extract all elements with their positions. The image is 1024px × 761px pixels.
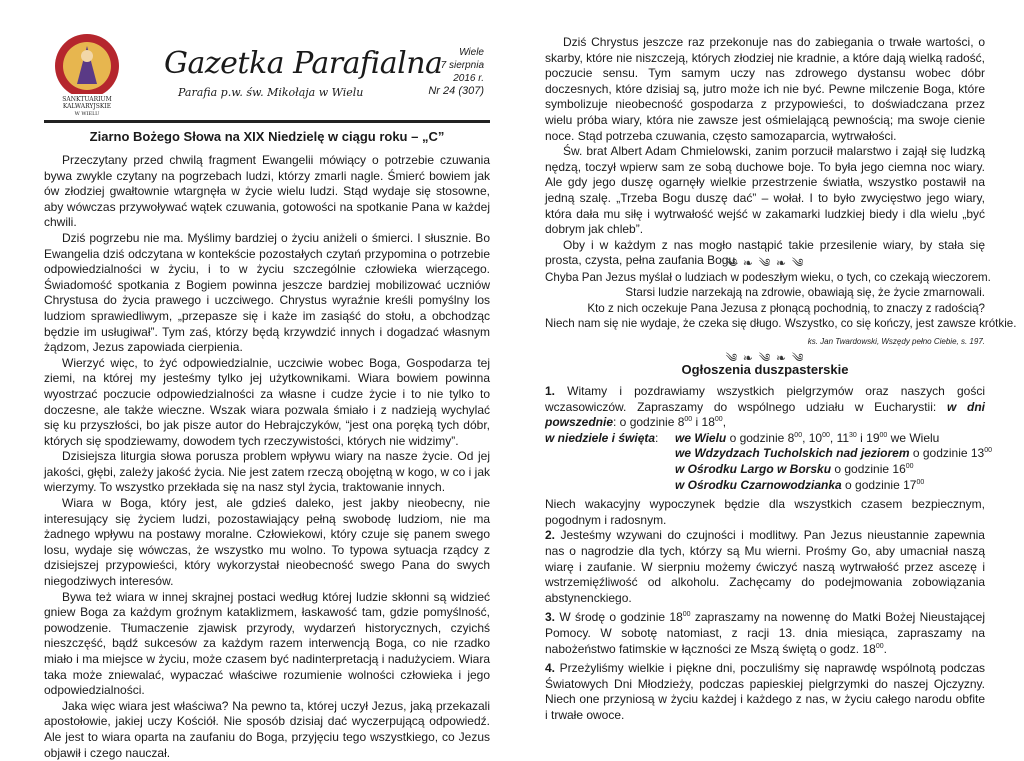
announcement-item-3 [545, 610, 985, 657]
logo-caption-line-3: W WIELU [74, 111, 100, 117]
masthead [44, 32, 490, 118]
poem-line: Chyba Pan Jezus myślał o ludziach w podeszłym wieku, o tych, co czekają wieczorem. [545, 271, 991, 284]
time-sup: 00 [714, 416, 723, 424]
logo-caption-line-1: SANKTUARIUM [62, 96, 112, 103]
parish-subtitle: Parafia p.w. św. Mikołaja w Wielu [178, 86, 364, 99]
article-paragraph: Oby i w każdym z nas mogło nastąpić takie przesilenie wiary, by stała się prosta, czysta, pełna zaufania Bogu. [545, 237, 985, 268]
newsletter-title: Gazetka Parafialna [164, 46, 443, 81]
announcement-item-1 [545, 384, 993, 528]
poem [545, 270, 1017, 331]
article-continuation [545, 35, 985, 269]
punct: : [655, 430, 659, 445]
weekday-label: w dni powszednie [545, 399, 985, 430]
schedule-place: we Wdzydzach Tucholskich nad jeziorem [675, 446, 910, 461]
article-paragraph: Św. brat Albert Adam Chmielowski, zanim porzucił malarstwo i zajął się ludzką nędzą, toczył wpierw sam ze sobą duchowe boje. To była jego ciemna noc wiary. Ale gdy jego duszę ogarnęły wielkie przestrzenie światła, wszystko postawił na jedną szalę. „Trzeba Bogu duszę dać” – wołał. I to było zwycięstwo jego wiary, która dała mu siłę i wytrwałość wejść w zakamarki ludzkiej biedy i dla wielu „być dobrym jak chleb”. [545, 144, 985, 237]
poem-source: ks. Jan Twardowski, Wszędy pełno Ciebie, s. 197. [807, 337, 985, 346]
item-number: 4. [545, 661, 556, 676]
announcements-list [545, 384, 993, 723]
item-number: 2. [545, 528, 556, 543]
ornament-divider: ༄ ❧ ༄ ❧ ༄ [725, 256, 805, 270]
article-paragraph: Jaka więc wiara jest właściwa? Na pewno ta, której uczył Jezus, jaką przekazali apostołowie, jakiej uczy Kościół. Nie sposób dzisiaj dać wyczerpującą odpowiedź. Ale jest to wiara oparta na zaufaniu do Boga, przyjęciu tego wszystkiego, co Jezus objawił i czego nauczał. [44, 698, 490, 760]
announcements-title: Ogłoszenia duszpasterskie [681, 362, 849, 377]
item-text: Jesteśmy wzywani do czujności i modlitwy. Pan Jezus nieustannie zapewnia nas o nagrodzie dla tych, którzy są Mu wierni. Prośmy Go, aby umacniał naszą wiarę i zaufanie. W sierpniu możemy ćwiczyć naszą wytrwałość przez ascezę i wstrzemięźliwość od alkoholu. Zachęcamy do podejmowania zobowiązania abstynenckiego. [545, 528, 985, 605]
article-paragraph: Dziś Chrystus jeszcze raz przekonuje nas do zabiegania o trwałe wartości, o skarby, które nie niszczeją, których złodziej nie kradnie, a które dają wielką radość, poczucie sensu. Tym samym uczy nas zdrowego dystansu wobec dóbr doczesnych, które dzisiaj są, jutro może ich nie być. Pewne milczenie Boga, które symbolizuje nieobecność gospodarza z przypowieści, to doświadczana przez wielu próba wiary, która nie zawsze jest ośmielającą pewnością; ma swoje cienie noce. Stąd potrzeba czuwania, często samozaparcia, wytrwałości. [545, 35, 985, 143]
item-text: Witamy i pozdrawiamy wszystkich pielgrzymów oraz naszych gości wczasowiczów. Zapraszamy do wspólnego udziału w Eucharystii: [545, 384, 985, 414]
issue-date-line-1: 7 sierpnia [440, 60, 484, 71]
schedule-place: w Ośrodku Czarnowodzianka [675, 477, 842, 492]
issue-meta [404, 46, 484, 98]
announcement-item-4 [545, 661, 985, 723]
article-body [44, 153, 490, 761]
poem-line: Niech nam się nie wydaje, że czeka się długo. Wszystko, co się kończy, jest zawsze krótkie. [545, 316, 1017, 330]
time-sup: 00 [682, 611, 691, 619]
item-text: W środę o godzinie 18 [559, 610, 683, 625]
time-sup: 00 [875, 642, 884, 650]
ornament-divider: ༄ ❧ ༄ ❧ ༄ [725, 351, 805, 365]
schedule-place: we Wielu [675, 430, 727, 445]
article-title: Ziarno Bożego Słowa na XIX Niedzielę w ciągu roku – „C” [89, 129, 445, 144]
schedule-place: w Ośrodku Largo w Borsku [675, 461, 832, 476]
schedule-row: w Ośrodku Largo w Borsku o godzinie $16^{00}$ [675, 461, 914, 476]
article-paragraph: Wiara w Boga, który jest, ale gdzieś daleko, jest jakby nieobecny, nie interesujący się życiem ludzi, pozostawiający pełną swobodę ludziom, nie ma żadnego wpływu na postawy moralne. Człowiekowi, który czuje się panem swego losu, wydaje się wówczas, że wszystko mu wolno. To typowa sytuacja rządcy z dzisiejszej przypowieści, który wykorzystał nieobecność swego Pana do swych niegodziwych interesów. [44, 496, 490, 589]
article-paragraph: Wierzyć więc, to żyć odpowiedzialnie, uczciwie wobec Boga, Gospodarza tej ziemi, na której my jesteśmy tylko jej użytkownikami. Wiara bowiem powinna wyostrzać poczucie odpowiedzialności za własne i cudze życie i to nie tylko to doczesne, ale także wieczne. Wszak wiara pozwala śmiało i z nadzieją wychylać się ku przyszłości, bo jak pisze autor do Hebrajczyków, “jest ona poręką tych dóbr, których się spodziewamy, dowodem tych rzeczywistości, których nie widzimy”. [44, 355, 490, 448]
weekday-text: : o godzinie 8 [613, 415, 685, 430]
schedule-row: w niedziele i święta: we Wielu o godzinie $8^{00}$, $10^{00}$, $11^{30}$ i $19^{00}$ we Wielu [545, 430, 940, 445]
article-paragraph: Dziś pogrzebu nie ma. Myślimy bardziej o życiu aniżeli o śmierci. I słusznie. Bo Ewangelia dziś odczytana w kontekście pozostałych czytań przypomina o potrzebie odpowiedzialności w życiu, i to w życiu szczególnie człowieka wierzącego. Świadomość spotkania z Bogiem powinna jeszcze bardziej mobilizować uczniów Chrystusa do życia prawego i uczciwego. Chrystus wyraźnie kreśli pomyślny los ludziom sprawiedliwym, „przepasze się i każe im zasiąść do stołu, a obchodząc będzie im usługiwał”. Tym zaś, którzy będą krzywdzić innych i dogadzać własnym żądzom, Jezus zapowiada cierpienia. [44, 230, 490, 355]
item-text: Przeżyliśmy wielkie i piękne dni, poczuliśmy się naprawdę wspólnotą podczas Światowych Dni Młodzieży, podczas papieskiej pielgrzymki do naszej Ojczyzny. Niech one przyniosą w życiu każdej i każdego z nas, w życiu całego narodu obfite i trwałe owoce. [545, 661, 985, 722]
time-sup: 00 [684, 416, 693, 424]
sunday-label: w niedziele i święta [545, 430, 656, 445]
punct: , [722, 415, 727, 430]
item-closing: Niech wakacyjny wypoczynek będzie dla wszystkich czasem bezpiecznym, pogodnym i radosnym. [545, 497, 985, 527]
issue-place: Wiele [459, 47, 484, 58]
schedule-row: we Wdzydzach Tucholskich nad jeziorem o godzinie $13^{00}$ [675, 446, 993, 461]
item-text: zapraszamy na nowennę do Matki Bożej Nieustającej Pomocy. W sobotę natomiast, z racji 13. dnia miesiąca, zapraszamy na nabożeństwo fatimskie w łączności ze Mszą świętą o godz. 18 [545, 610, 986, 656]
issue-number: Nr 24 (307) [428, 85, 484, 97]
article-paragraph: Bywa też wiara w innej skrajnej postaci według której ludzie skłonni są widzieć gniew Boga za każdym groźnym kataklizmem, łaskawość tam, gdzie pomyślność, powodzenie. Tłumaczenie zjawisk przyrody, wydarzeń historycznych, czyichś nieszczęść, bądź sukcesów za każdym razem interwencją Boga, co nie rzadko miało i ma miejsce w życiu, może czasem być nadinterpretacją i nadużyciem. Wiara taka może zniewalać, wypaczać właściwe rozumienie wolności człowieka i jego odpowiedzialności. [44, 589, 490, 698]
weekday-tail: i 18 [695, 415, 715, 430]
poem-line: Kto z nich oczekuje Pana Jezusa z płonącą pochodnią, to znaczy z radością? [587, 301, 985, 315]
announcement-item-2 [545, 528, 985, 606]
header-divider [44, 120, 490, 123]
item-number: 1. [545, 384, 556, 398]
item-number: 3. [545, 610, 556, 625]
article-paragraph: Dzisiejsza liturgia słowa porusza problem wpływu wiary na nasze życie. Od jej jakości, głębi, zależy jakość życia. Nie jest zatem rzeczą obojętną w kogo, w co i jak wierzymy. To wszystko przekłada się na nasz styl życia, traktowanie innych. [44, 449, 490, 495]
punct: . [883, 641, 887, 656]
issue-date-line-2: 2016 r. [453, 73, 484, 84]
parish-logo [44, 32, 130, 118]
logo-caption-line-2: KALWARYJSKIE [62, 103, 112, 110]
article-paragraph: Przeczytany przed chwilą fragment Ewangelii mówiący o potrzebie czuwania bywa zwykle czytany na pogrzebach ludzi, którzy zmarli nagle. Śmierć bowiem jak ów złodziej gwałtownie wtargnęła w życie wielu ludzi. Stąd wydaje się stosowne, aby wówczas przywoływać wątek czuwania, gotowości na spotkanie Pana w każdej chwili. [44, 153, 490, 230]
poem-line: Starsi ludzie narzekają na zdrowie, obawiają się, że życie zmarnowali. [625, 286, 985, 300]
schedule-row: w Ośrodku Czarnowodzianka o godzinie $17^{00}$ [675, 477, 925, 492]
